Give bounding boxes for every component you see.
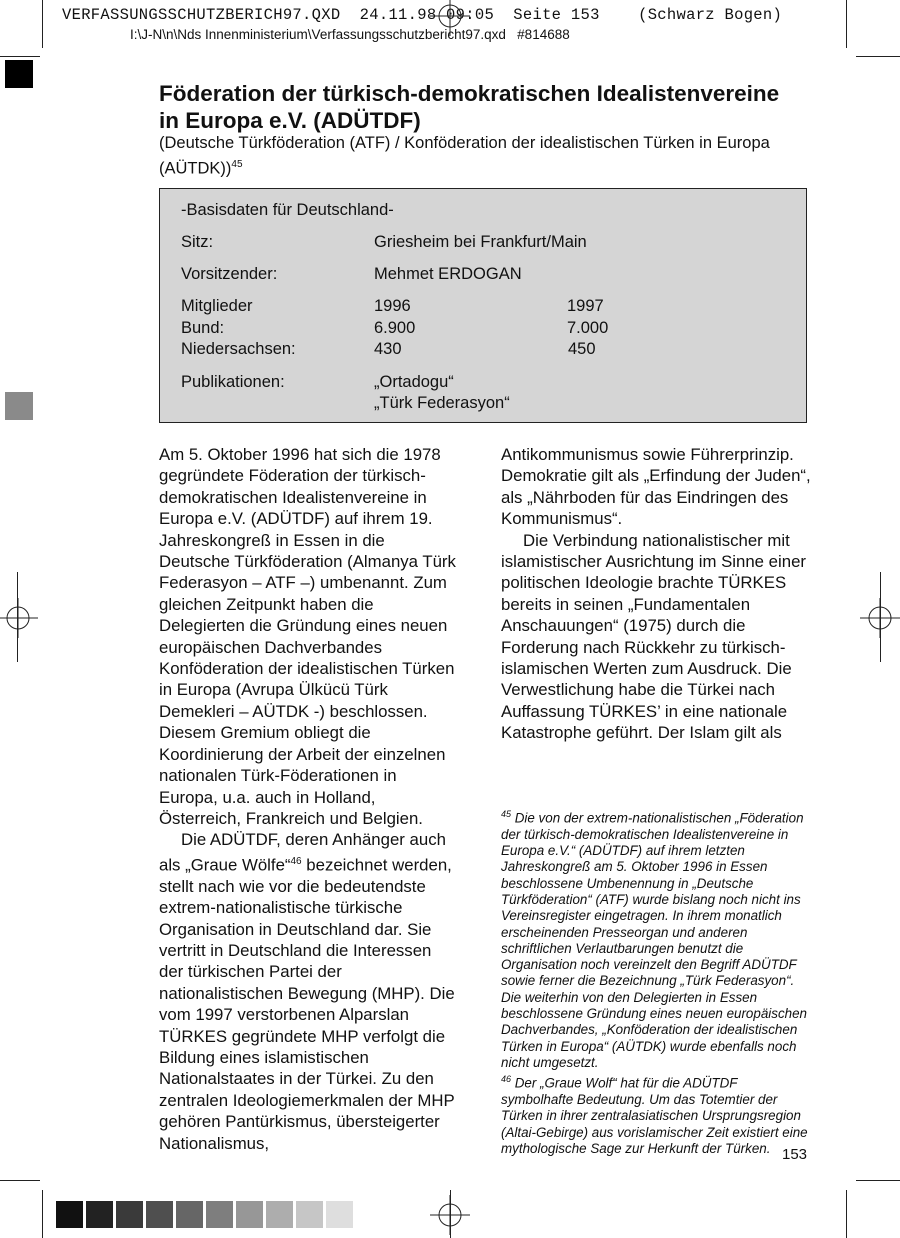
sitz-value: Griesheim bei Frankfurt/Main <box>374 233 587 251</box>
thumb-marker-grey <box>5 392 33 420</box>
gray-swatch <box>116 1201 143 1228</box>
footnote-45: $^{45}$ Die von der extrem-nationalistischen „Föderation der türkisch-demokratischen Idealistenvereine in Europa e.V.“ (ADÜTDF) auf ihrem letzten Jahreskongreß am 5. Oktober 1996 in Essen beschlossene Umbenennung in „Deutsche Türkföderation“ (ATF) wurde bislang noch nicht ins Vereinsregister eingetragen. In ihrem monatlich erscheinenden Presseorgan und anderen schriftlichen Verlautbarungen benutzt die Organisation noch vereinzelt den Begriff ADÜTDF sowie ferner die Bezeichnung „Türk Federasyon“. Die weiterhin von den Delegierten in Essen beschlossene Gründung eines neuen europäischen Dachverbandes, „Konföderation der idealistischen Türken in Europa“ (AÜTDK) wurde ebenfalls noch nicht umgesetzt. <box>501 809 807 1070</box>
body-column-left <box>159 444 459 1154</box>
gray-swatch <box>326 1201 353 1228</box>
gray-swatch <box>176 1201 203 1228</box>
body-paragraph: Die ADÜTDF, deren Anhänger auch als „Graue Wölfe“$^{46}$ bezeichnet werden, stellt nach wie vor die bedeutendste extrem-nationalistische türkische Organisation in Deutschland dar. Sie vertritt in Deutschland die Interessen der türkischen Partei der nationalistischen Bewegung (MHP). Die vom 1997 verstorbenen Alparslan TÜRKES gegründete MHP verfolgt die Bildung eines islamistischen Nationalstaates in der Türkei. Zu den zentralen Ideologiemerkmalen der MHP gehören Pantürkismus, übersteigerter Nationalismus, <box>159 830 455 1153</box>
gray-swatch <box>56 1201 83 1228</box>
article-subtitle: (Deutsche Türkföderation (ATF) / Konföderation der idealistischen Türken in Europa (AÜTDK))$^{45}$ <box>159 134 770 178</box>
registration-mark-icon <box>430 0 470 36</box>
sitz-label: Sitz: <box>181 233 214 251</box>
registration-mark-icon <box>860 598 900 638</box>
print-header-path: I:\J-N\n\Nds Innenministerium\Verfassungsschutzbericht97.qxd #814688 <box>130 27 570 42</box>
registration-mark-icon <box>430 1195 470 1235</box>
publikationen-label: Publikationen: <box>181 373 285 391</box>
bund-1996-value: 6.900 <box>374 319 416 337</box>
body-paragraph: Die Verbindung nationalistischer mit islamistischer Ausrichtung im Sinne einer politischen Ideologie brachte TÜRKES bereits in seinen „Fundamentalen Anschauungen“ (1975) durch die Forderung nach Rückkehr zu türkisch-islamischen Werten zum Ausdruck. Die Verwestlichung habe die Türkei nach Auffassung TÜRKES’ in eine nationale Katastrophe geführt. Der Islam gilt als <box>501 530 806 743</box>
footnote-46: $^{46}$ Der „Graue Wolf“ hat für die ADÜTDF symbolhafte Bedeutung. Um das Totemtier der Türken in ihrer zentralasiatischen Ursprungsregion (Altai-Gebirge) aus vorislamischer Zeit existiert eine mythologische Sage zur Herkunft der Türken. <box>501 1074 808 1156</box>
niedersachsen-label: Niedersachsen: <box>181 340 296 358</box>
gray-swatch <box>296 1201 323 1228</box>
niedersachsen-1997-value: 450 <box>568 340 596 358</box>
thumb-marker-black <box>5 60 33 88</box>
page-number: 153 <box>782 1146 808 1163</box>
year-1996: 1996 <box>374 297 411 315</box>
gray-swatch <box>86 1201 113 1228</box>
body-paragraph: Am 5. Oktober 1996 hat sich die 1978 gegründete Föderation der türkisch-demokratischen Idealistenvereine in Europa e.V. (ADÜTDF) auf ihrem 19. Jahreskongreß in Essen in die Deutsche Türkföderation (Almanya Türk Federasyon – ATF –) umbenannt. Zum gleichen Zeitpunkt haben die Delegierten die Gründung eines neuen europäischen Dachverbandes Konföderation der idealistischen Türken in Europa (Avrupa Ülkücü Türk Demekleri – AÜTDK -) beschlossen. Diesem Gremium obliegt die Koordinierung der Arbeit der einzelnen nationalen Türk-Föderationen in Europa, u.a. auch in Holland, Österreich, Frankreich und Belgien. <box>159 445 456 828</box>
gray-swatch <box>266 1201 293 1228</box>
registration-mark-icon <box>0 598 38 638</box>
basisdaten-heading: -Basisdaten für Deutschland- <box>181 201 394 219</box>
bund-label: Bund: <box>181 319 225 337</box>
year-1997: 1997 <box>567 297 604 315</box>
vorsitz-value: Mehmet ERDOGAN <box>374 265 522 283</box>
mitglieder-label: Mitglieder <box>181 297 253 315</box>
article-title: Föderation der türkisch-demokratischen Idealistenvereine in Europa e.V. (ADÜTDF) <box>159 81 780 133</box>
niedersachsen-1996-value: 430 <box>374 340 402 358</box>
gray-swatch <box>206 1201 233 1228</box>
vorsitz-label: Vorsitzender: <box>181 265 278 283</box>
bund-1997-value: 7.000 <box>567 319 609 337</box>
print-header-file: VERFASSUNGSSCHUTZBERICH97.QXD 24.11.98 09:05 Seite 153 (Schwarz Bogen) <box>62 6 783 24</box>
basisdaten-box <box>159 188 807 423</box>
footnote-ref-46: 46 <box>290 855 302 867</box>
footnote-ref-45: 45 <box>231 159 243 170</box>
publikation-1: „Ortadogu“ <box>374 373 454 391</box>
footnotes <box>501 806 811 1157</box>
gray-swatch <box>236 1201 263 1228</box>
publikation-2: „Türk Federasyon“ <box>374 394 510 412</box>
gray-swatch <box>146 1201 173 1228</box>
body-paragraph: Antikommunismus sowie Führerprinzip. Demokratie gilt als „Erfindung der Juden“, als „Nährboden für das Eindringen des Kommunismus“. <box>501 445 811 529</box>
body-column-right <box>501 444 811 744</box>
